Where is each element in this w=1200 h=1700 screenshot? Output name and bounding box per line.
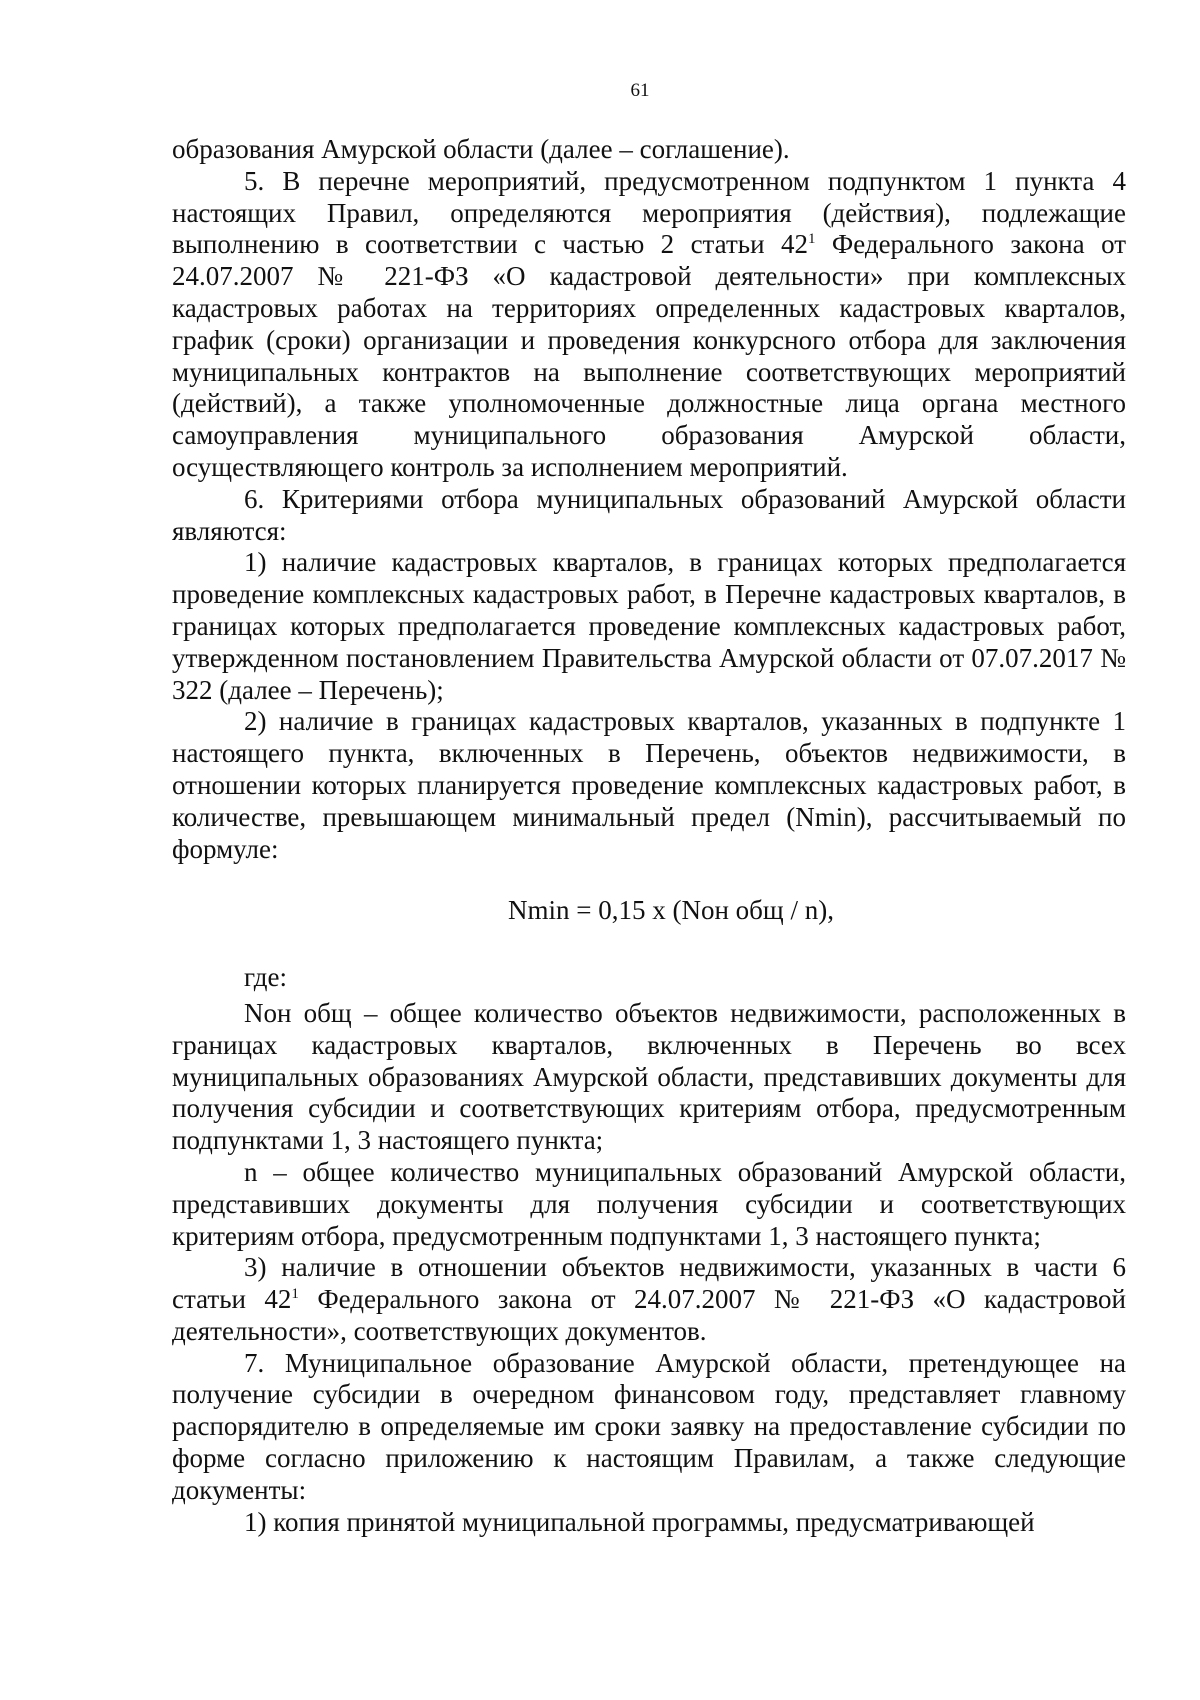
paragraph-5-text-a: 5. В перечне мероприятий, предусмотренном подпунктом 1 пункта 4 настоящих Правил, определяются мероприятия (действия), подлежащие выполнению в соответствии с частью 2 статьи 42 xyxy=(172,165,1126,260)
paragraph-6: 6. Критериями отбора муниципальных образований Амурской области являются: xyxy=(172,483,1126,546)
criterion-2: 2) наличие в границах кадастровых кварталов, указанных в подпункте 1 настоящего пункта, включенных в Перечень, объектов недвижимости, в отношении которых планируется проведение комплексных кадастровых работ, в количестве, превышающем минимальный предел (Nmin), рассчитываемый по формуле: xyxy=(172,706,1126,864)
document-item-1: 1) копия принятой муниципальной программы, предусматривающей xyxy=(244,1506,1035,1537)
criterion-1: 1) наличие кадастровых кварталов, в границах которых предполагается проведение комплексных кадастровых работ, в Перечне кадастровых кварталов, в границах которых предполагается проведение комплексных кадастровых работ, утвержденном постановлением Правительства Амурской области от 07.07.2017 № 322 (далее – Перечень); xyxy=(172,547,1126,705)
article-superscript: 1 xyxy=(291,1286,299,1303)
definition-non: Nон общ – общее количество объектов недвижимости, расположенных в границах кадастровых кварталов, включенных в Перечень во всех муниципальных образованиях Амурской области, представивших документы для получения субсидии и соответствующих критериям отбора, предусмотренным подпунктами 1, 3 настоящего пункта; xyxy=(172,997,1126,1156)
formula: Nmin = 0,15 х (Nон общ / n), xyxy=(508,895,834,926)
criterion-3 xyxy=(172,1252,1126,1347)
document-body xyxy=(172,134,1126,1538)
paragraph-continuation: образования Амурской области (далее – соглашение). xyxy=(172,134,790,164)
criterion-3-text-a: 3) наличие в отношении объектов недвижимости, указанных в части 6 статьи 42 xyxy=(172,1252,1126,1315)
paragraph-7: 7. Муниципальное образование Амурской области, претендующее на получение субсидии в очередном финансовом году, представляет главному распорядителю в определяемые им сроки заявку на предоставление субсидии по форме согласно приложению к настоящим Правилам, а также следующие документы: xyxy=(172,1347,1126,1505)
paragraph-5 xyxy=(172,166,1126,484)
definition-n: n – общее количество муниципальных образований Амурской области, представивших документы для получения субсидии и соответствующих критериям отбора, предусмотренным подпунктами 1, 3 настоящего пункта; xyxy=(172,1156,1126,1251)
page-number: 61 xyxy=(630,80,650,101)
paragraph-5-text-b: Федерального закона от 24.07.2007 № 221-ФЗ «О кадастровой деятельности» при комплексных кадастровых работах на территориях определенных кадастровых кварталов, график (сроки) организации и проведения конкурсного отбора для заключения муниципальных контрактов на выполнение соответствующих мероприятий (действий), а также уполномоченные должностные лица органа местного самоуправления муниципального образования Амурской области, осуществляющего контроль за исполнением мероприятий. xyxy=(172,229,1127,482)
criterion-3-text-b: Федерального закона от 24.07.2007 № 221-ФЗ «О кадастровой деятельности», соответствующих документов. xyxy=(172,1284,1126,1346)
where-label: где: xyxy=(244,962,287,993)
article-superscript: 1 xyxy=(807,231,816,248)
